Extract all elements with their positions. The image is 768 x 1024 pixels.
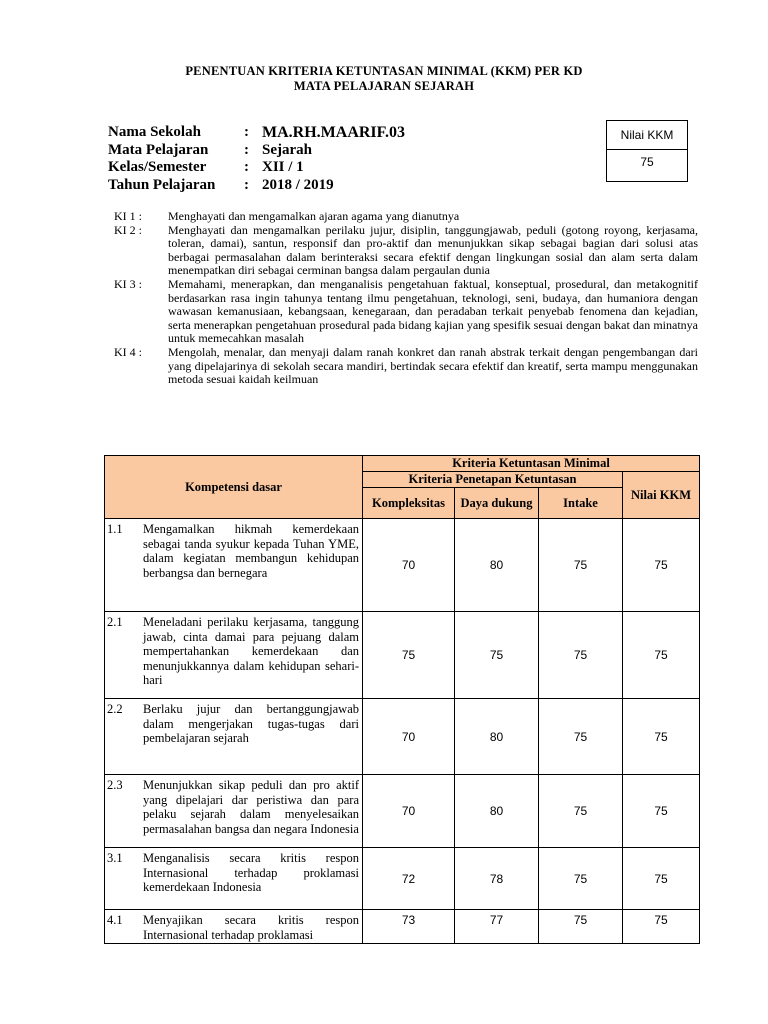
kkm-cell: 75	[623, 775, 700, 848]
header-intake: Intake	[539, 488, 623, 519]
info-row-school	[108, 124, 405, 142]
header-nilai-kkm: Nilai KKM	[623, 472, 700, 519]
kkm-summary-box	[606, 120, 688, 182]
header-kkm-group: Kriteria Ketuntasan Minimal	[363, 456, 700, 472]
kkm-cell: 75	[623, 612, 700, 699]
kkm-cell: 75	[623, 519, 700, 612]
ki-text: Mengolah, menalar, dan menyaji dalam ranah konkret dan ranah abstrak terkait dengan pengembangan dari yang dipelajarinya di sekolah secara mandiri, bertindak secara efektif dan kreatif, serta mampu menggunakan metoda sesuai kaidah keilmuan	[168, 344, 698, 387]
kd-text: Mengamalkan hikmah kemerdekaan sebagai tanda syukur kepada Tuhan YME, dalam kegiatan membangun kehidupan berbangsa dan bernegara	[143, 522, 359, 580]
info-label: Nama Sekolah	[108, 124, 201, 140]
ki-label: KI 2 :	[114, 222, 142, 237]
info-value: 2018 / 2019	[262, 176, 334, 193]
table-row	[105, 848, 700, 910]
complexity-cell: 72	[363, 848, 455, 910]
info-row-subject	[108, 142, 405, 160]
header-complexity: Kompleksitas	[363, 488, 455, 519]
kd-text: Menganalisis secara kritis respon Internasional terhadap proklamasi kemerdekaan Indonesia	[143, 851, 359, 894]
support-cell: 80	[455, 519, 539, 612]
info-colon: :	[244, 141, 249, 158]
kd-text: Menyajikan secara kritis respon Internasional terhadap proklamasi	[143, 913, 359, 942]
ki-label: KI 3 :	[114, 276, 142, 291]
table-row	[105, 612, 700, 699]
info-label: Mata Pelajaran	[108, 141, 209, 158]
intake-cell: 75	[539, 775, 623, 848]
info-label: Kelas/Semester	[108, 159, 207, 175]
ki-text: Menghayati dan mengamalkan ajaran agama yang dianutnya	[168, 209, 460, 223]
info-colon: :	[244, 159, 249, 175]
intake-cell: 75	[539, 910, 623, 944]
info-value: XII / 1	[262, 159, 304, 175]
ki-item	[114, 210, 698, 224]
complexity-cell: 70	[363, 519, 455, 612]
intake-cell: 75	[539, 612, 623, 699]
table-row	[105, 699, 700, 775]
info-row-year	[108, 177, 405, 195]
ki-item	[114, 278, 698, 346]
kd-number: 2.3	[107, 778, 123, 792]
kkm-cell: 75	[623, 699, 700, 775]
kkm-summary-value: 75	[640, 155, 654, 169]
info-value: MA.RH.MAARIF.03	[262, 124, 405, 141]
intake-cell: 75	[539, 519, 623, 612]
intake-cell: 75	[539, 699, 623, 775]
kkm-summary-label: Nilai KKM	[607, 121, 687, 150]
kd-number: 1.1	[107, 522, 123, 536]
kd-cell	[105, 775, 363, 848]
support-cell: 80	[455, 699, 539, 775]
kkm-cell: 75	[623, 910, 700, 944]
kkm-table	[104, 455, 700, 944]
ki-text: Menghayati dan mengamalkan perilaku jujur, disiplin, tanggungjawab, peduli (gotong royong, kerjasama, toleran, damai), santun, responsif dan pro-aktif dan menunjukkan sikap sebagai bagian dari solusi atas berbagai permasalahan dalam berinteraksi secara efektif dengan lingkungan sosial dan alam serta dalam menempatkan diri sebagai cerminan bangsa dalam pergaulan dunia	[168, 222, 698, 278]
complexity-cell: 75	[363, 612, 455, 699]
kd-cell	[105, 519, 363, 612]
complexity-cell: 70	[363, 775, 455, 848]
header-competency: Kompetensi dasar	[105, 456, 363, 519]
support-cell: 80	[455, 775, 539, 848]
document-subtitle: MATA PELAJARAN SEJARAH	[293, 79, 475, 93]
kd-number: 2.2	[107, 702, 123, 716]
table-row	[105, 910, 700, 944]
kkm-cell: 75	[623, 848, 700, 910]
document-title: PENENTUAN KRITERIA KETUNTASAN MINIMAL (KKM) PER KD	[185, 64, 583, 78]
ki-item	[114, 346, 698, 387]
support-cell: 75	[455, 612, 539, 699]
ki-label: KI 4 :	[114, 344, 142, 359]
kd-number: 2.1	[107, 615, 123, 629]
header-support: Daya dukung	[455, 488, 539, 519]
info-colon: :	[244, 124, 249, 140]
kd-number: 3.1	[107, 851, 123, 865]
core-competencies	[114, 210, 698, 387]
table-row	[105, 519, 700, 612]
complexity-cell: 70	[363, 699, 455, 775]
ki-label: KI 1 :	[114, 209, 142, 223]
complexity-cell: 73	[363, 910, 455, 944]
kd-cell	[105, 612, 363, 699]
kd-text: Meneladani perilaku kerjasama, tanggung jawab, cinta damai para pejuang dalam mempertahankan kemerdekaan dan menunjukkannya dalam kehidupan sehari-hari	[143, 615, 359, 687]
ki-text: Memahami, menerapkan, dan menganalisis pengetahuan faktual, konseptual, prosedural, dan metakognitif berdasarkan rasa ingin tahunya tentang ilmu pengetahuan, teknologi, seni, budaya, dan humaniora dengan wawasan kemanusiaan, kebangsaan, kenegaraan, dan peradaban terkait penyebab fenomena dan kejadian, serta menerapkan pengetahuan prosedural pada bidang kajian yang spesifik sesuai dengan bakat dan minatnya untuk memecahkan masalah	[168, 276, 698, 346]
kd-text: Menunjukkan sikap peduli dan pro aktif yang dipelajari dar peristiwa dan para pelaku sejarah dalam menyelesaikan permasalahan bangsa dan negara Indonesia	[143, 778, 359, 836]
info-colon: :	[244, 176, 249, 193]
info-label: Tahun Pelajaran	[108, 176, 216, 193]
support-cell: 78	[455, 848, 539, 910]
kd-cell	[105, 699, 363, 775]
table-row	[105, 775, 700, 848]
header-criteria-group: Kriteria Penetapan Ketuntasan	[363, 472, 623, 488]
kd-text: Berlaku jujur dan bertanggungjawab dalam mengerjakan tugas-tugas dari pembelajaran sejarah	[143, 702, 359, 745]
kd-number: 4.1	[107, 913, 123, 927]
kd-cell	[105, 848, 363, 910]
info-value: Sejarah	[262, 141, 312, 158]
support-cell: 77	[455, 910, 539, 944]
kd-cell	[105, 910, 363, 944]
info-row-class	[108, 159, 405, 177]
ki-item	[114, 224, 698, 278]
school-info	[108, 124, 405, 194]
intake-cell: 75	[539, 848, 623, 910]
